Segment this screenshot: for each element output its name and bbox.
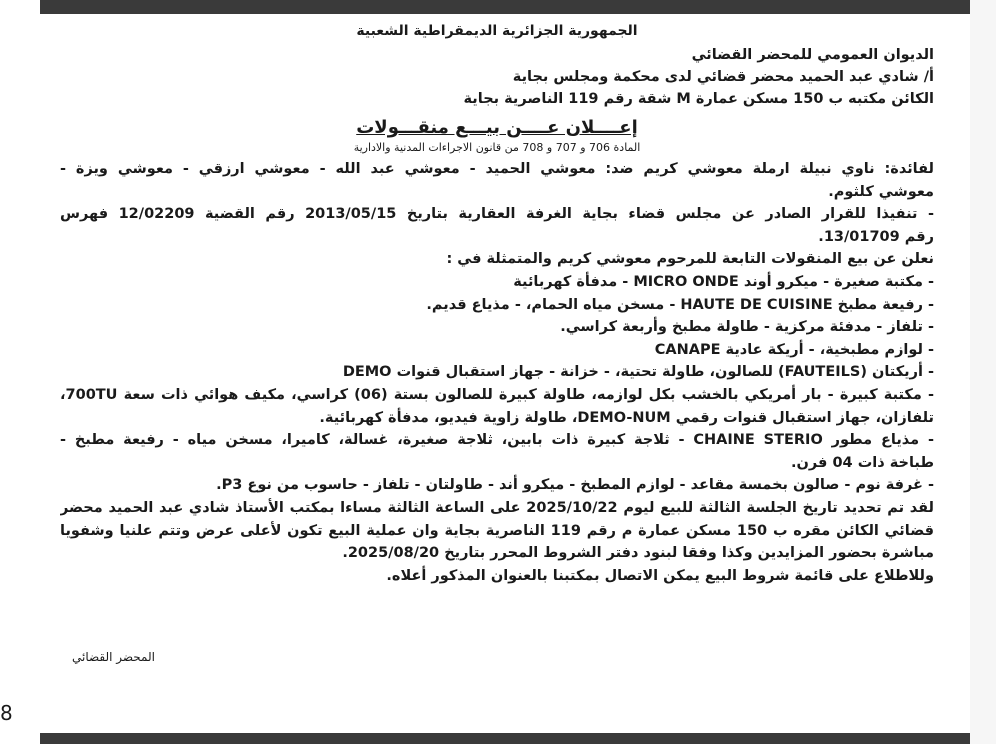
notice-body [60,158,934,587]
office-address: الكائن مكتبه ب 150 مسكن عمارة M شقة رقم 119 الناصرية بجاية [463,91,934,107]
body-line: - أريكتان (FAUTEILS) للصالون، طاولة تحتية، - خزانة - جهاز استقبال قنوات DEMO [342,364,934,381]
body-line: - مكتبة صغيرة - ميكرو أوند MICRO ONDE - مدفأة كهربائية [513,273,934,290]
body-line: - غرفة نوم - صالون بخمسة مقاعد - لوازم المطبخ - ميكرو أند - طاولتان - تلفاز - حاسوب من نوع P3. [216,477,934,494]
bailiff-name: أ/ شادي عبد الحميد محضر قضائي لدى محكمة ومجلس بجاية [512,69,934,85]
body-line: معوشي كلثوم. [828,183,934,200]
page-number-fragment: 8 [0,701,13,725]
top-scan-border [40,0,970,14]
bailiff-signature-label: المحضر القضائي [72,650,155,664]
body-line: - مكتبة كبيرة - بار أمريكي بالخشب بكل لوازمه، طاولة كبيرة للصالون بستة (06) كراسي، مكيف هوائي ذات سعة 700TU، [60,386,934,403]
body-line: طباخة ذات 04 فرن. [791,454,934,471]
body-line: وللاطلاع على قائمة شروط البيع يمكن الاتصال بمكتبنا بالعنوان المذكور أعلاه. [386,567,934,584]
body-line: - مذياع مطور CHAINE STERIO - ثلاجة كبيرة ذات بابين، ثلاجة صغيرة، غسالة، كاميرا، مسخن مياه - رفيعة مطبخ - [60,432,934,449]
notice-subtitle: المادة 706 و 707 و 708 من قانون الاجراءات المدنية والادارية [353,141,641,154]
body-line: لفائدة: ناوي نبيلة ارملة معوشي كريم ضد: معوشي الحميد - معوشي عبد الله - معوشي ارزقي - معوشي ويزة - [60,161,934,177]
right-scan-edge [970,0,996,744]
body-line: قضائي الكائن مقره ب 150 مسكن عمارة م رقم 119 الناصرية بجاية وان عملية البيع تكون لأعلى عرض وتتم علنيا وشفويا [60,522,934,539]
bottom-scan-border [40,733,970,744]
body-line: - تنفيذا للقرار الصادر عن مجلس قضاء بجاية الغرفة العقارية بتاريخ 2013/05/15 رقم القضية 12/02209 فهرس [60,206,934,223]
legal-notice-document [60,18,934,587]
body-line: رقم 13/01709. [818,228,934,245]
body-line: لقد تم تحديد تاريخ الجلسة الثالثة للبيع ليوم 2025/10/22 على الساعة الثالثة مساءا بمكتب الأستاذ شادي عبد الحميد محضر [60,499,934,516]
republic-heading: الجمهورية الجزائرية الديمقراطية الشعبية [356,23,638,39]
body-line: نعلن عن بيع المنقولات التابعة للمرحوم معوشي كريم والمتمثلة في : [446,251,934,268]
body-line: - لوازم مطبخية، - أريكة عادية CANAPE [654,341,934,358]
notice-title: إعــــلان عــــن بيـــع منقـــولات [356,117,638,138]
body-line: تلفازان، جهاز استقبال قنوات رقمي DEMO-NUM، طاولة زاوية فيديو، مدفأة كهربائية. [319,409,934,426]
body-line: - تلفاز - مدفئة مركزية - طاولة مطبخ وأربعة كراسي. [560,319,934,336]
body-line: - رفيعة مطبخ HAUTE DE CUISINE - مسخن مياه الحمام، - مذياع قديم. [426,296,934,313]
office-name: الديوان العمومي للمحضر القضائي [691,47,934,63]
body-line: مباشرة بحضور المزايدين وكذا وفقا لبنود دفتر الشروط المحرر بتاريخ 2025/08/20. [342,545,934,562]
